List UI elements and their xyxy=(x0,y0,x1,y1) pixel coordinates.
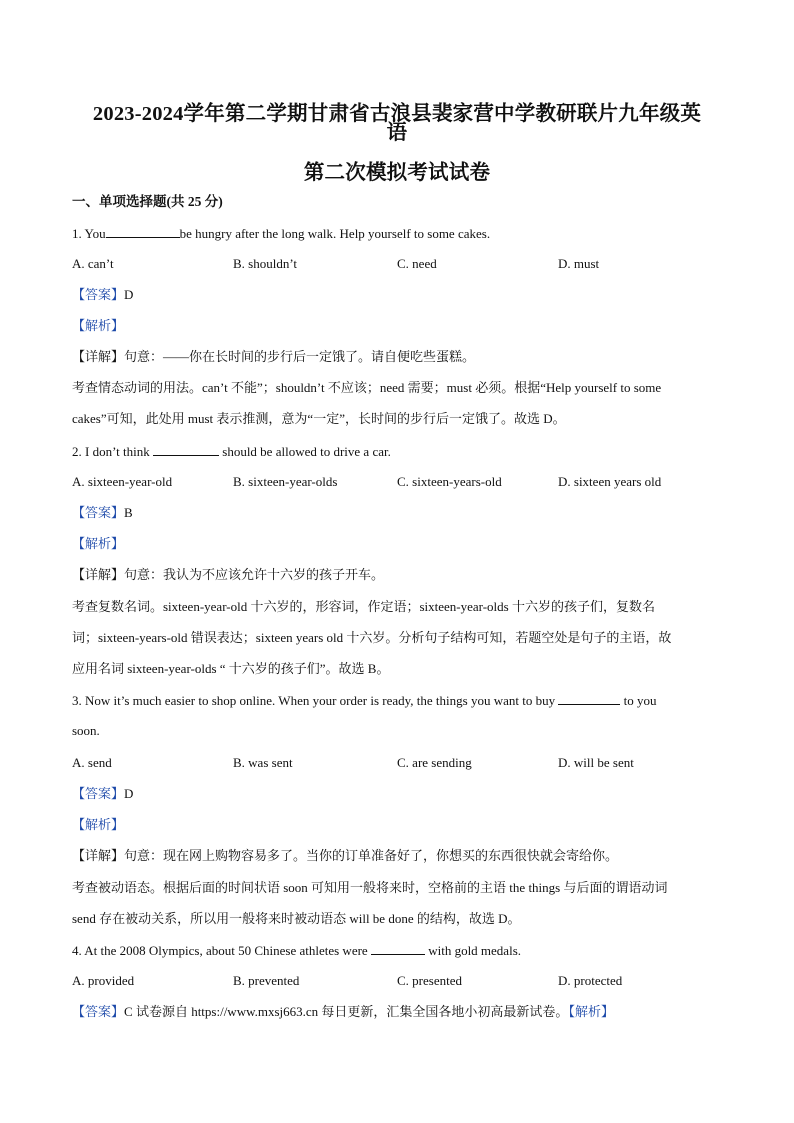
question-3-answer xyxy=(72,785,732,803)
question-3-stem-end: to you xyxy=(623,693,657,708)
question-2-option-a: A. sixteen-year-old xyxy=(72,474,173,489)
question-2-answer-value: B xyxy=(124,505,133,520)
answer-blank xyxy=(153,442,219,456)
question-3-option-d: D. will be sent xyxy=(558,755,634,770)
question-2-option-d: D. sixteen years old xyxy=(558,474,662,489)
answer-tag: 【答案】 xyxy=(72,786,125,801)
answer-blank xyxy=(371,941,425,955)
question-3-option-c: C. are sending xyxy=(397,755,472,770)
analysis-tag: 【解析】 xyxy=(72,318,125,333)
question-1-option-d: D. must xyxy=(558,256,600,271)
answer-tag: 【答案】 xyxy=(72,287,125,302)
question-2-answer xyxy=(72,504,732,522)
question-3-stem xyxy=(72,691,732,710)
detail-tag: 【详解】 xyxy=(72,567,125,582)
question-4-stem xyxy=(72,941,732,960)
question-3-option-a: A. send xyxy=(72,755,112,770)
source-note: 试卷源自 https://www.mxsj663.cn 每日更新，汇集全国各地小初高最新试卷。 xyxy=(132,1004,569,1019)
question-3-detail xyxy=(72,847,732,865)
question-2-stem xyxy=(72,442,732,461)
question-2-stem-end: should be allowed to drive a car. xyxy=(222,444,391,459)
question-4-stem-end: with gold medals. xyxy=(428,943,521,958)
question-4-option-b: B. prevented xyxy=(233,973,300,988)
question-1-explain-line-1: 考查情态动词的用法。can’t 不能”；shouldn’t 不应该；need 需要；must 必须。根据“Help yourself to some xyxy=(72,380,662,395)
question-4-option-a: A. provided xyxy=(72,973,135,988)
document-title-line-1: 2023-2024学年第二学期甘肃省古浪县裴家营中学教研联片九年级英 xyxy=(92,103,702,125)
question-2-explain-line-3: 应用名词 sixteen-year-olds “ 十六岁的孩子们”。故选 B。 xyxy=(72,661,390,676)
question-2-analysis xyxy=(72,535,732,553)
question-4-option-c: C. presented xyxy=(397,973,462,988)
question-3-explain-line-2: send 存在被动关系，所以用一般将来时被动语态 will be done 的结构，故选 D。 xyxy=(72,911,521,926)
document-subtitle: 第二次模拟考试试卷 xyxy=(303,162,491,184)
question-3-option-b: B. was sent xyxy=(233,755,293,770)
question-4-option-d: D. protected xyxy=(558,973,623,988)
question-4-stem-start: 4. At the 2008 Olympics, about 50 Chinese athletes were xyxy=(72,943,368,958)
detail-tag: 【详解】 xyxy=(72,349,125,364)
question-2-explain-line-2: 词；sixteen-years-old 错误表达；sixteen years old 十六岁。分析句子结构可知，若题空处是句子的主语，故 xyxy=(72,630,672,645)
answer-blank xyxy=(106,224,180,238)
question-1-stem-start: 1. You xyxy=(72,226,106,241)
answer-tag: 【答案】 xyxy=(72,505,125,520)
question-3-detail-text: 句意：现在网上购物容易多了。当你的订单准备好了，你想买的东西很快就会寄给你。 xyxy=(124,848,619,863)
answer-blank xyxy=(558,691,620,705)
question-1-explain-line-2: cakes”可知，此处用 must 表示推测，意为“一定”，长时间的步行后一定饿了。故选 D。 xyxy=(72,411,566,426)
question-3-explain-line-1: 考查被动语态。根据后面的时间状语 soon 可知用一般将来时，空格前的主语 the things 与后面的谓语动词 xyxy=(72,880,668,895)
question-4-answer xyxy=(72,1003,732,1021)
question-1-option-a: A. can’t xyxy=(72,256,114,271)
question-2-detail-text: 句意：我认为不应该允许十六岁的孩子开车。 xyxy=(124,567,385,582)
question-1-stem-end: be hungry after the long walk. Help yourself to some cakes. xyxy=(179,226,491,241)
question-2-explain-line-1: 考查复数名词。sixteen-year-old 十六岁的，形容词，作定语；sixteen-year-olds 十六岁的孩子们，复数名 xyxy=(72,599,655,614)
question-2-option-c: C. sixteen-years-old xyxy=(397,474,502,489)
detail-tag: 【详解】 xyxy=(72,848,125,863)
question-1-detail-text: 句意：——你在长时间的步行后一定饿了。请自便吃些蛋糕。 xyxy=(124,349,476,364)
answer-tag: 【答案】 xyxy=(72,1004,125,1019)
question-2-option-b: B. sixteen-year-olds xyxy=(233,474,338,489)
question-2-stem-start: 2. I don’t think xyxy=(72,444,150,459)
section-heading: 一、单项选择题(共 25 分) xyxy=(72,194,223,209)
question-2-detail xyxy=(72,566,732,584)
question-1-option-c: C. need xyxy=(397,256,437,271)
question-3-analysis xyxy=(72,816,732,834)
analysis-tag: 【解析】 xyxy=(72,817,125,832)
question-1-stem xyxy=(72,224,732,243)
document-title-line-2: 语 xyxy=(386,122,408,144)
question-3-answer-value: D xyxy=(124,786,134,801)
question-3-stem-continued: soon. xyxy=(72,723,100,738)
question-3-stem-start: 3. Now it’s much easier to shop online. When your order is ready, the things you want to buy xyxy=(72,693,556,708)
question-1-detail xyxy=(72,348,732,366)
question-4-answer-value: C xyxy=(124,1004,133,1019)
question-1-answer-value: D xyxy=(124,287,134,302)
analysis-tag: 【解析】 xyxy=(72,536,125,551)
question-1-analysis xyxy=(72,317,732,335)
question-1-answer xyxy=(72,286,732,304)
question-1-option-b: B. shouldn’t xyxy=(233,256,298,271)
analysis-tag: 【解析】 xyxy=(568,1004,614,1019)
